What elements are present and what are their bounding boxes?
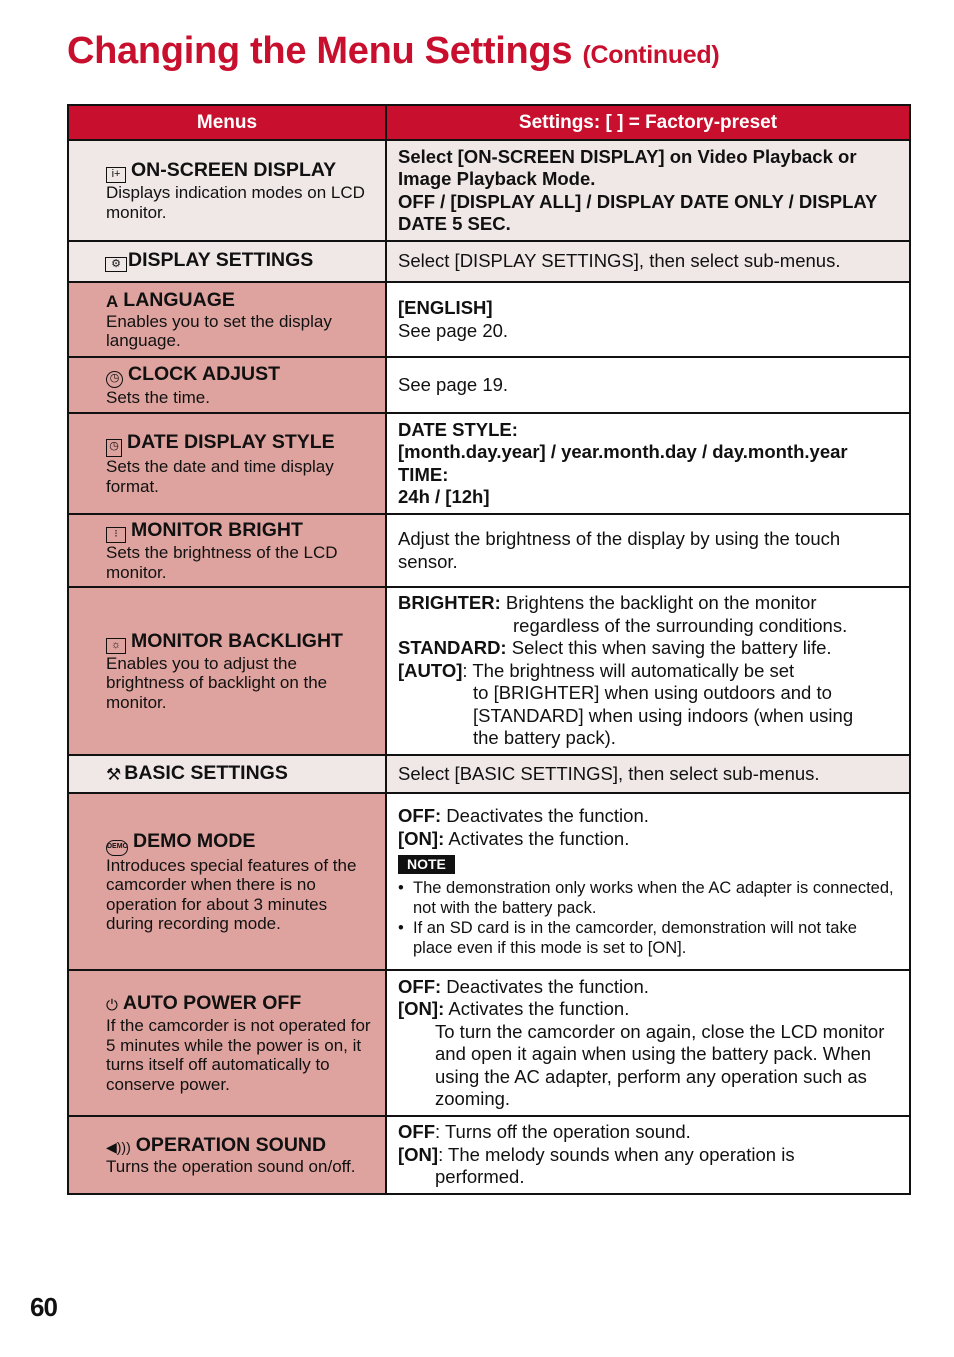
menu-cell [68, 282, 386, 357]
demo-icon: DEMO [106, 840, 128, 856]
info-display-icon: i+ [106, 167, 126, 183]
notes-list [398, 878, 899, 958]
menu-cell [68, 970, 386, 1116]
display-settings-icon: ⚙ [105, 257, 127, 272]
menu-cell [68, 755, 386, 793]
table-row [68, 755, 910, 793]
setting-cell: DATE STYLE: [month.day.year] / year.month.day / day.month.year TIME: 24h / [12h] [386, 413, 910, 514]
setting-cell: OFF: Deactivates the function. [ON]: Activates the function. To turn the camcorder on again, close the LCD monitor and open it again when using the battery pack. When using the AC adapter, perform any operation such as zooming. [386, 970, 910, 1116]
setting-cell: OFF: Deactivates the function. [ON]: Activates the function. NOTE • The demonstration only works when the AC adapter is connected, not with the battery pack. • If an SD card is in the camcorder, demonstration will not take place even if this mode is set to [ON]. [386, 793, 910, 970]
table-row [68, 241, 910, 282]
note-label: NOTE [398, 855, 455, 874]
menu-name: ⏻ AUTO POWER OFF [106, 992, 302, 1014]
menu-settings-table [67, 104, 911, 1195]
table-row [68, 413, 910, 514]
list-item: • If an SD card is in the camcorder, demonstration will not take place even if this mode is set to [ON]. [398, 918, 899, 958]
table-row [68, 793, 910, 970]
menu-desc: Sets the brightness of the LCD monitor. [106, 543, 338, 582]
setting-cell: Select [ON-SCREEN DISPLAY] on Video Playback or Image Playback Mode. OFF / [DISPLAY ALL] / DISPLAY DATE ONLY / DISPLAY DATE 5 SEC. [386, 140, 910, 241]
menu-desc: Displays indication modes on LCD monitor. [106, 183, 365, 222]
menu-cell [68, 587, 386, 755]
table-row [68, 514, 910, 587]
auto-power-off-icon: ⏻ [106, 997, 118, 1014]
setting-cell: Adjust the brightness of the display by using the touch sensor. [386, 514, 910, 587]
title-continued: (Continued) [582, 41, 720, 69]
menu-name: ⚙ DISPLAY SETTINGS [109, 249, 313, 271]
brightness-icon: ⁝ [106, 527, 126, 543]
setting-cell: OFF: Turns off the operation sound. [ON]: The melody sounds when any operation is performed. [386, 1116, 910, 1194]
title-main: Changing the Menu Settings [67, 30, 573, 72]
menu-name: i+ ON-SCREEN DISPLAY [106, 159, 377, 183]
settings-header: Settings: [ ] = Factory-preset [386, 105, 910, 140]
menu-desc: Introduces special features of the camcorder when there is no operation for about 3 minutes during recording mode. [106, 855, 357, 933]
menu-cell [68, 514, 386, 587]
menu-name: ◀))) OPERATION SOUND [106, 1133, 327, 1156]
menu-cell [68, 413, 386, 514]
date-style-icon: ◷ [106, 439, 122, 457]
setting-cell: Select [DISPLAY SETTINGS], then select sub-menus. [386, 241, 910, 282]
language-icon: A [106, 291, 119, 311]
setting-cell: BRIGHTER: Brightens the backlight on the monitor regardless of the surrounding conditions. STANDARD: Select this when saving the battery life. [AUTO]: The brightness will automatically be set to [BRIGHTER] when using outdoors and to [STANDARD] when using indoors (when using the battery pack). [386, 587, 910, 755]
setting-cell: Select [BASIC SETTINGS], then select sub-menus. [386, 755, 910, 793]
menu-name: ☼ MONITOR BACKLIGHT [106, 630, 377, 654]
table-row [68, 357, 910, 413]
menu-cell [68, 241, 386, 282]
table-row [68, 1116, 910, 1194]
operation-sound-icon: ◀))) [106, 1138, 131, 1155]
page-number: 60 [30, 1292, 57, 1322]
table-row [68, 587, 910, 755]
setting-cell: See page 19. [386, 357, 910, 413]
table-row [68, 282, 910, 357]
menu-desc: Turns the operation sound on/off. [106, 1156, 356, 1176]
table-header-row [68, 105, 910, 140]
menu-desc: If the camcorder is not operated for 5 minutes while the power is on, it turns itself off automatically to conserve power. [106, 1016, 371, 1094]
table-row [68, 970, 910, 1116]
menus-header: Menus [68, 105, 386, 140]
menu-cell [68, 793, 386, 970]
menu-cell [68, 1116, 386, 1194]
table-row [68, 140, 910, 241]
setting-cell: [ENGLISH] See page 20. [386, 282, 910, 357]
menu-name: ◷ CLOCK ADJUST [106, 363, 377, 388]
basic-settings-icon: ⚒ [106, 764, 122, 784]
menu-desc: Sets the time. [106, 387, 210, 407]
backlight-icon: ☼ [106, 638, 126, 654]
menu-desc: Sets the date and time display format. [106, 457, 334, 496]
menu-cell [68, 357, 386, 413]
menu-desc: Enables you to set the display language. [106, 311, 332, 350]
menu-name: DEMO DEMO MODE [106, 830, 377, 856]
page-title [67, 30, 719, 73]
menu-desc: Enables you to adjust the brightness of backlight on the monitor. [106, 653, 328, 712]
list-item: • The demonstration only works when the AC adapter is connected, not with the battery pack. [398, 878, 899, 918]
menu-name: A LANGUAGE [106, 288, 235, 311]
menu-cell [68, 140, 386, 241]
clock-icon: ◷ [106, 371, 123, 388]
menu-name: ◷ DATE DISPLAY STYLE [106, 431, 377, 457]
menu-name: ⁝ MONITOR BRIGHT [106, 519, 377, 543]
menu-name: ⚒ BASIC SETTINGS [106, 761, 288, 784]
